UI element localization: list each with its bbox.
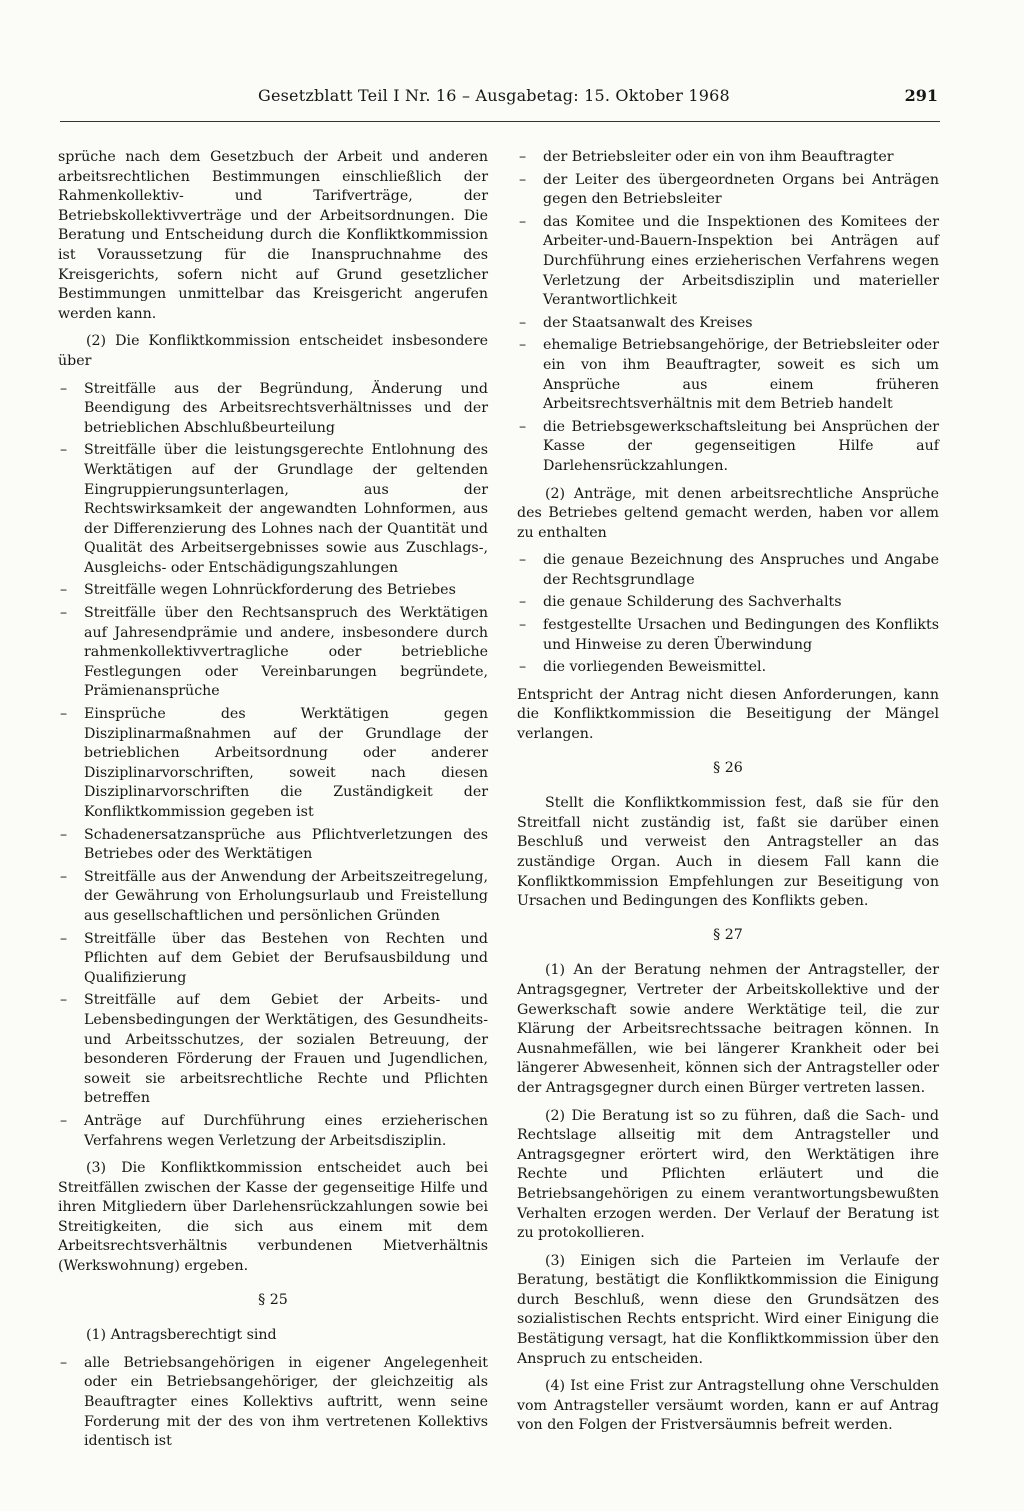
dash-marker: – xyxy=(60,930,68,947)
dash-marker: – xyxy=(60,992,68,1009)
dash-marker: – xyxy=(519,314,527,331)
dash-marker: – xyxy=(519,337,527,354)
list-item-text: ehemalige Betriebsangehörige, der Betriebsleiter oder ein von ihm Beauftragter, soweit es sich um Ansprüche aus einem früheren Arbeitsrechtsverhältnis mit dem Betrieb handelt xyxy=(543,337,939,413)
list-item-text: die vorliegenden Beweismittel. xyxy=(543,659,767,676)
list-item xyxy=(517,616,939,655)
page-header xyxy=(258,86,938,112)
list-item-text: festgestellte Ursachen und Bedingungen des Konflikts und Hinweise zu deren Überwindung xyxy=(543,617,939,653)
paragraph-2: (2) Die Konfliktkommission entscheidet insbesondere über xyxy=(58,333,488,369)
list-item xyxy=(517,336,939,414)
list-item xyxy=(517,551,939,590)
list-item-text: der Staatsanwalt des Kreises xyxy=(543,314,753,331)
applicant-list-continued xyxy=(517,148,939,477)
dash-marker: – xyxy=(519,594,527,611)
list-item xyxy=(58,930,488,989)
list-item xyxy=(58,581,488,601)
s27-paragraph-1: (1) An der Beratung nehmen der Antragsteller, der Antragsgegner, Vertreter der Arbeitskollektive und der Gewerkschaft sowie andere Werktätige teil, die zur Klärung der Arbeitsrechtssache beitragen können. In Ausnahmefällen, wie bei längerer Krankheit oder bei längerer Abwesenheit, können sich der Antragsteller oder der Antragsgegner durch einen Bürger vertreten lassen. xyxy=(517,962,939,1096)
list-item xyxy=(517,593,939,613)
dash-marker: – xyxy=(60,868,68,885)
list-item xyxy=(58,705,488,823)
dash-marker: – xyxy=(60,1354,68,1371)
list-item xyxy=(517,658,939,678)
list-item-text: Streitfälle aus der Begründung, Änderung und Beendigung des Arbeitsrechtsverhältnisses und der betrieblichen Abschlußbeurteilung xyxy=(84,380,488,436)
list-item xyxy=(517,213,939,311)
list-item xyxy=(58,1354,488,1452)
claim-content-list xyxy=(517,551,939,678)
list-item-text: das Komitee und die Inspektionen des Komitees der Arbeiter-und-Bauern-Inspektion bei Anträgen auf Durchführung eines erzieherischen Verfahrens wegen Verletzung der Arbeitsdisziplin und materieller Verantwortlichkeit xyxy=(543,213,939,309)
list-item xyxy=(517,418,939,477)
dash-marker: – xyxy=(519,418,527,435)
dash-marker: – xyxy=(519,149,527,165)
list-item xyxy=(517,314,939,334)
list-item xyxy=(58,604,488,702)
s25-paragraph-3: Entspricht der Antrag nicht diesen Anforderungen, kann die Konfliktkommission die Beseitigung der Mängel verlangen. xyxy=(517,686,939,743)
list-item xyxy=(58,826,488,865)
s27-paragraph-2: (2) Die Beratung ist so zu führen, daß die Sach- und Rechtslage allseitig mit dem Antragsteller und Antragsgegner erörtert wird, den Werktätigen ihre Rechte und Pflichten erläutert und die Betriebsangehörigen zu einem verantwortungsbewußten Verhalten erzogen werden. Der Verlauf der Beratung ist zu protokollieren. xyxy=(517,1107,939,1242)
dash-marker: – xyxy=(60,582,68,599)
page-number: 291 xyxy=(904,86,938,105)
s27-paragraph-3: (3) Einigen sich die Parteien im Verlaufe der Beratung, bestätigt die Konfliktkommission die Einigung durch Beschluß, wenn diese den Grundsätzen des sozialistischen Rechts entspricht. Wird einer Einigung die Bestätigung versagt, hat die Konfliktkommission über den Anspruch zu entscheiden. xyxy=(517,1252,939,1367)
list-item-text: Streitfälle über den Rechtsanspruch des Werktätigen auf Jahresendprämie und andere, insbesondere durch rahmenkollektivvertragliche oder betriebliche Festlegungen oder Vereinbarungen begründete, Prämienansprüche xyxy=(84,605,488,700)
list-item xyxy=(58,991,488,1109)
list-item xyxy=(58,380,488,439)
list-item-text: Streitfälle über die leistungsgerechte Entlohnung des Werktätigen auf der Grundlage der geltenden Eingruppierungsunterlagen, aus der Rechtswirksamkeit der angewandten Lohnformen, aus der Differenzierung des Lohnes nach der Quantität und Qualität des Arbeitsergebnisses sowie aus Zuschlags-, Ausgleichs- oder Entschädigungszahlungen xyxy=(84,442,488,576)
dash-marker: – xyxy=(519,552,527,569)
applicant-list xyxy=(58,1354,488,1452)
section-heading-27: § 27 xyxy=(713,926,743,943)
s25-paragraph-1: (1) Antragsberechtigt sind xyxy=(86,1327,277,1344)
paragraph-continuation: sprüche nach dem Gesetzbuch der Arbeit und anderen arbeitsrechtlichen Bestimmungen einschließlich der Rahmenkollektiv- und Tarifverträge, der Betriebskollektivverträge und der Arbeitsordnungen. Die Beratung und Entscheidung durch die Konfliktkommission ist Voraussetzung für die Inanspruchnahme des Kreisgerichts, sofern nicht auf Grund gesetzlicher Bestimmungen unmittelbar das Kreisgericht angerufen werden kann. xyxy=(58,149,488,322)
list-item-text: die Betriebsgewerkschaftsleitung bei Ansprüchen der Kasse der gegenseitigen Hilfe auf Darlehensrückzahlungen. xyxy=(543,418,939,474)
left-column xyxy=(58,148,488,1460)
list-item-text: Streitfälle aus der Anwendung der Arbeitszeitregelung, der Gewährung von Erholungsurlaub und Freistellung aus gesellschaftlichen und persönlichen Gründen xyxy=(84,868,488,924)
list-item-text: Streitfälle wegen Lohnrückforderung des Betriebes xyxy=(84,582,456,599)
list-item-text: Schadenersatzansprüche aus Pflichtverletzungen des Betriebes oder des Werktätigen xyxy=(84,826,488,863)
list-item-text: der Betriebsleiter oder ein von ihm Beauftragter xyxy=(543,149,894,165)
dash-marker: – xyxy=(519,659,527,676)
section-heading-26: § 26 xyxy=(713,759,743,776)
dash-marker: – xyxy=(60,706,68,723)
dash-marker: – xyxy=(519,171,527,188)
paragraph-3: (3) Die Konfliktkommission entscheidet auch bei Streitfällen zwischen der Kasse der gegenseitige Hilfe und ihren Mitgliedern über Darlehensrückzahlungen sowie bei Streitigkeiten, die sich aus einem mit dem Arbeitsrechtsverhältnis verbundenen Mietverhältnis (Werkswohnung) ergeben. xyxy=(58,1160,488,1275)
list-item xyxy=(58,1112,488,1151)
dash-marker: – xyxy=(60,380,68,397)
header-rule xyxy=(60,121,940,122)
dash-marker: – xyxy=(519,617,527,634)
list-item xyxy=(517,171,939,210)
list-item-text: Streitfälle auf dem Gebiet der Arbeits- und Lebensbedingungen der Werktätigen, des Gesundheits- und Arbeitsschutzes, der sozialen Betreuung, der besonderen Förderung der Frauen und Jugendlichen, soweit sie arbeitsrechtliche Rechte und Pflichten betreffen xyxy=(84,992,488,1107)
dash-marker: – xyxy=(519,213,527,230)
list-item-text: die genaue Schilderung des Sachverhalts xyxy=(543,594,842,611)
list-item-text: Streitfälle über das Bestehen von Rechten und Pflichten auf dem Gebiet der Berufsausbildung und Qualifizierung xyxy=(84,930,488,986)
dash-marker: – xyxy=(60,826,68,843)
dash-marker: – xyxy=(60,442,68,459)
list-item-text: der Leiter des übergeordneten Organs bei Anträgen gegen den Betriebsleiter xyxy=(543,171,939,208)
header-title: Gesetzblatt Teil I Nr. 16 – Ausgabetag: 15. Oktober 1968 xyxy=(258,86,730,105)
s27-paragraph-4: (4) Ist eine Frist zur Antragstellung ohne Verschulden vom Antragsteller versäumt worden, kann er auf Antrag von den Folgen der Fristversäumnis befreit werden. xyxy=(517,1378,939,1434)
list-item-text: Einsprüche des Werktätigen gegen Disziplinarmaßnahmen auf der Grundlage der betrieblichen Arbeitsordnung oder anderer Disziplinarvorschriften, soweit nach diesen Disziplinarvorschriften die Zuständigkeit der Konfliktkommission gegeben ist xyxy=(84,706,488,820)
list-item xyxy=(58,441,488,578)
dash-marker: – xyxy=(60,1112,68,1129)
s25-paragraph-2: (2) Anträge, mit denen arbeitsrechtliche Ansprüche des Betriebes geltend gemacht werden, haben vor allem zu enthalten xyxy=(517,485,939,541)
dash-marker: – xyxy=(60,605,68,622)
list-item-text: alle Betriebsangehörigen in eigener Angelegenheit oder ein Betriebsangehöriger, der gleichzeitig als Beauftragter eines Kollektivs auftritt, wenn seine Forderung mit der des von ihm vertretenen Kollektivs identisch ist xyxy=(84,1354,488,1450)
list-item-text: die genaue Bezeichnung des Anspruches und Angabe der Rechtsgrundlage xyxy=(543,552,939,588)
list-item xyxy=(517,148,939,168)
section-heading-25: § 25 xyxy=(258,1291,288,1308)
right-column xyxy=(517,148,939,1444)
list-item xyxy=(58,868,488,927)
dispute-list xyxy=(58,380,488,1152)
list-item-text: Anträge auf Durchführung eines erzieherischen Verfahrens wegen Verletzung der Arbeitsdisziplin. xyxy=(84,1112,488,1149)
s26-paragraph: Stellt die Konfliktkommission fest, daß sie für den Streitfall nicht zuständig ist, faßt sie darüber einen Beschluß und verweist den Antragsteller an das zuständige Organ. Auch in diesem Fall kann die Konfliktkommission Empfehlungen zur Beseitigung von Ursachen und Bedingungen des Konflikts geben. xyxy=(517,795,939,910)
